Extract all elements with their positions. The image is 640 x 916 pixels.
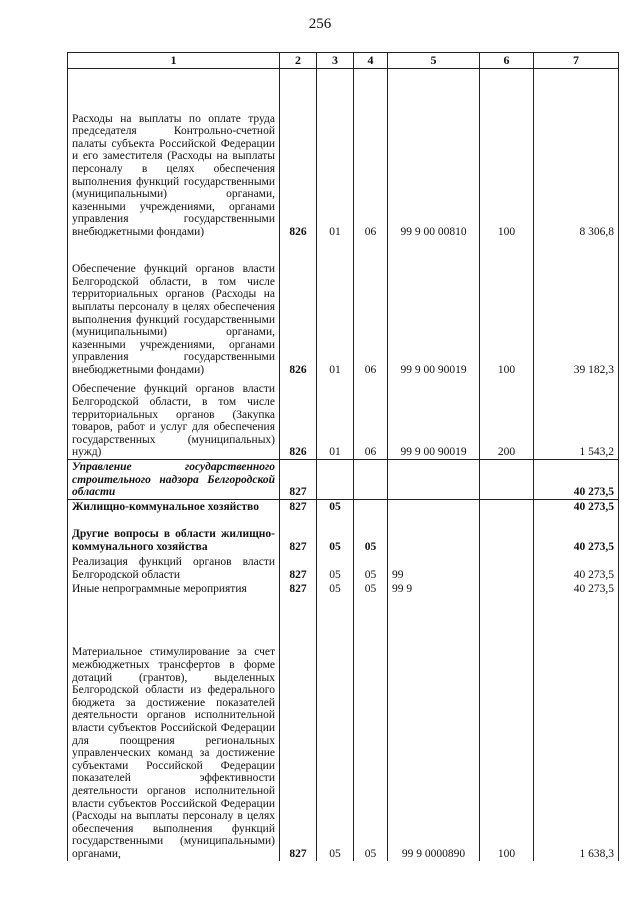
table-row-agency [68,460,619,500]
row-admin-code: 827 [280,514,317,554]
row-expense-type: 100 [480,69,534,239]
row-section: 01 [317,239,354,377]
row-subsection: 05 [354,582,388,596]
row-target-article [388,460,480,500]
row-name: Другие вопросы в области жилищно-коммунального хозяйства [68,514,280,554]
row-name: Управление государственного строительного надзора Белгородской области [68,460,280,500]
row-expense-type: 100 [480,596,534,861]
row-admin-code: 827 [280,582,317,596]
column-header-5: 5 [388,53,480,69]
column-header-7: 7 [534,53,619,69]
row-subsection: 06 [354,377,388,460]
row-amount: 40 273,5 [534,554,619,582]
row-admin-code: 827 [280,554,317,582]
row-amount: 40 273,5 [534,460,619,500]
column-header-1: 1 [68,53,280,69]
row-expense-type [480,500,534,514]
row-subsection: 05 [354,596,388,861]
row-subsection: 05 [354,554,388,582]
table-row [68,239,619,377]
row-target-article: 99 9 0000890 [388,596,480,861]
row-name: Обеспечение функций органов власти Белгородской области, в том числе территориальных органов (Закупка товаров, работ и услуг для обеспечения государственных (муниципальных) нужд) [68,377,280,460]
row-target-article: 99 9 [388,582,480,596]
row-admin-code: 826 [280,69,317,239]
row-target-article [388,514,480,554]
row-name: Материальное стимулирование за счет межбюджетных трансфертов в форме дотаций (грантов), выделенных Белгородской области из федерального бюджета за достижение показателей деятельности органов исполнительной власти субъектов Российской Федерации для поощрения региональных управленческих команд за достижение субъектами Российской Федерации показателей эффективности деятельности органов исполнительной власти субъектов Российской Федерации (Расходы на выплаты персоналу в целях обеспечения выполнения функций государственными (муниципальными) органами, [68,596,280,861]
row-section: 01 [317,69,354,239]
row-amount: 1 543,2 [534,377,619,460]
row-admin-code: 827 [280,460,317,500]
row-admin-code: 827 [280,500,317,514]
row-expense-type: 100 [480,239,534,377]
row-name: Жилищно-коммунальное хозяйство [68,500,280,514]
table-row [68,582,619,596]
row-amount: 1 638,3 [534,596,619,861]
row-section: 01 [317,377,354,460]
table-row [68,514,619,554]
row-expense-type [480,582,534,596]
row-section: 05 [317,554,354,582]
row-admin-code: 826 [280,377,317,460]
row-target-article [388,500,480,514]
row-subsection [354,460,388,500]
row-target-article: 99 9 00 00810 [388,69,480,239]
row-name: Обеспечение функций органов власти Белгородской области, в том числе территориальных органов (Расходы на выплаты персоналу в целях обеспечения выполнения функций государственными (муниципальными) органами, казенными учреждениями, органами управления государственными внебюджетными фондами) [68,239,280,377]
row-expense-type [480,460,534,500]
row-amount: 40 273,5 [534,582,619,596]
row-expense-type: 200 [480,377,534,460]
table-row [68,596,619,861]
row-amount: 8 306,8 [534,69,619,239]
row-target-article: 99 9 00 90019 [388,239,480,377]
row-section: 05 [317,514,354,554]
column-header-2: 2 [280,53,317,69]
row-subsection: 05 [354,514,388,554]
row-target-article: 99 [388,554,480,582]
row-name: Расходы на выплаты по оплате труда председателя Контрольно-счетной палаты субъекта Российской Федерации и его заместителя (Расходы на выплаты персоналу в целях обеспечения выполнения функций государственными (муниципальными) органами, казенными учреждениями, органами управления государственными внебюджетными фондами) [68,69,280,239]
row-admin-code: 826 [280,239,317,377]
row-expense-type [480,554,534,582]
row-subsection: 06 [354,239,388,377]
table-row [68,69,619,239]
row-name: Иные непрограммные мероприятия [68,582,280,596]
column-header-3: 3 [317,53,354,69]
table-row [68,500,619,514]
column-header-6: 6 [480,53,534,69]
row-section: 05 [317,582,354,596]
row-section: 05 [317,500,354,514]
row-target-article: 99 9 00 90019 [388,377,480,460]
row-subsection: 06 [354,69,388,239]
column-header-4: 4 [354,53,388,69]
row-amount: 40 273,5 [534,514,619,554]
row-admin-code: 827 [280,596,317,861]
row-expense-type [480,514,534,554]
row-subsection [354,500,388,514]
budget-table [67,52,619,861]
row-section [317,460,354,500]
page-number: 256 [308,16,332,32]
table-row [68,554,619,582]
row-name: Реализация функций органов власти Белгородской области [68,554,280,582]
row-amount: 39 182,3 [534,239,619,377]
row-amount: 40 273,5 [534,500,619,514]
row-section: 05 [317,596,354,861]
table-header-row [68,53,619,69]
table-row [68,377,619,460]
